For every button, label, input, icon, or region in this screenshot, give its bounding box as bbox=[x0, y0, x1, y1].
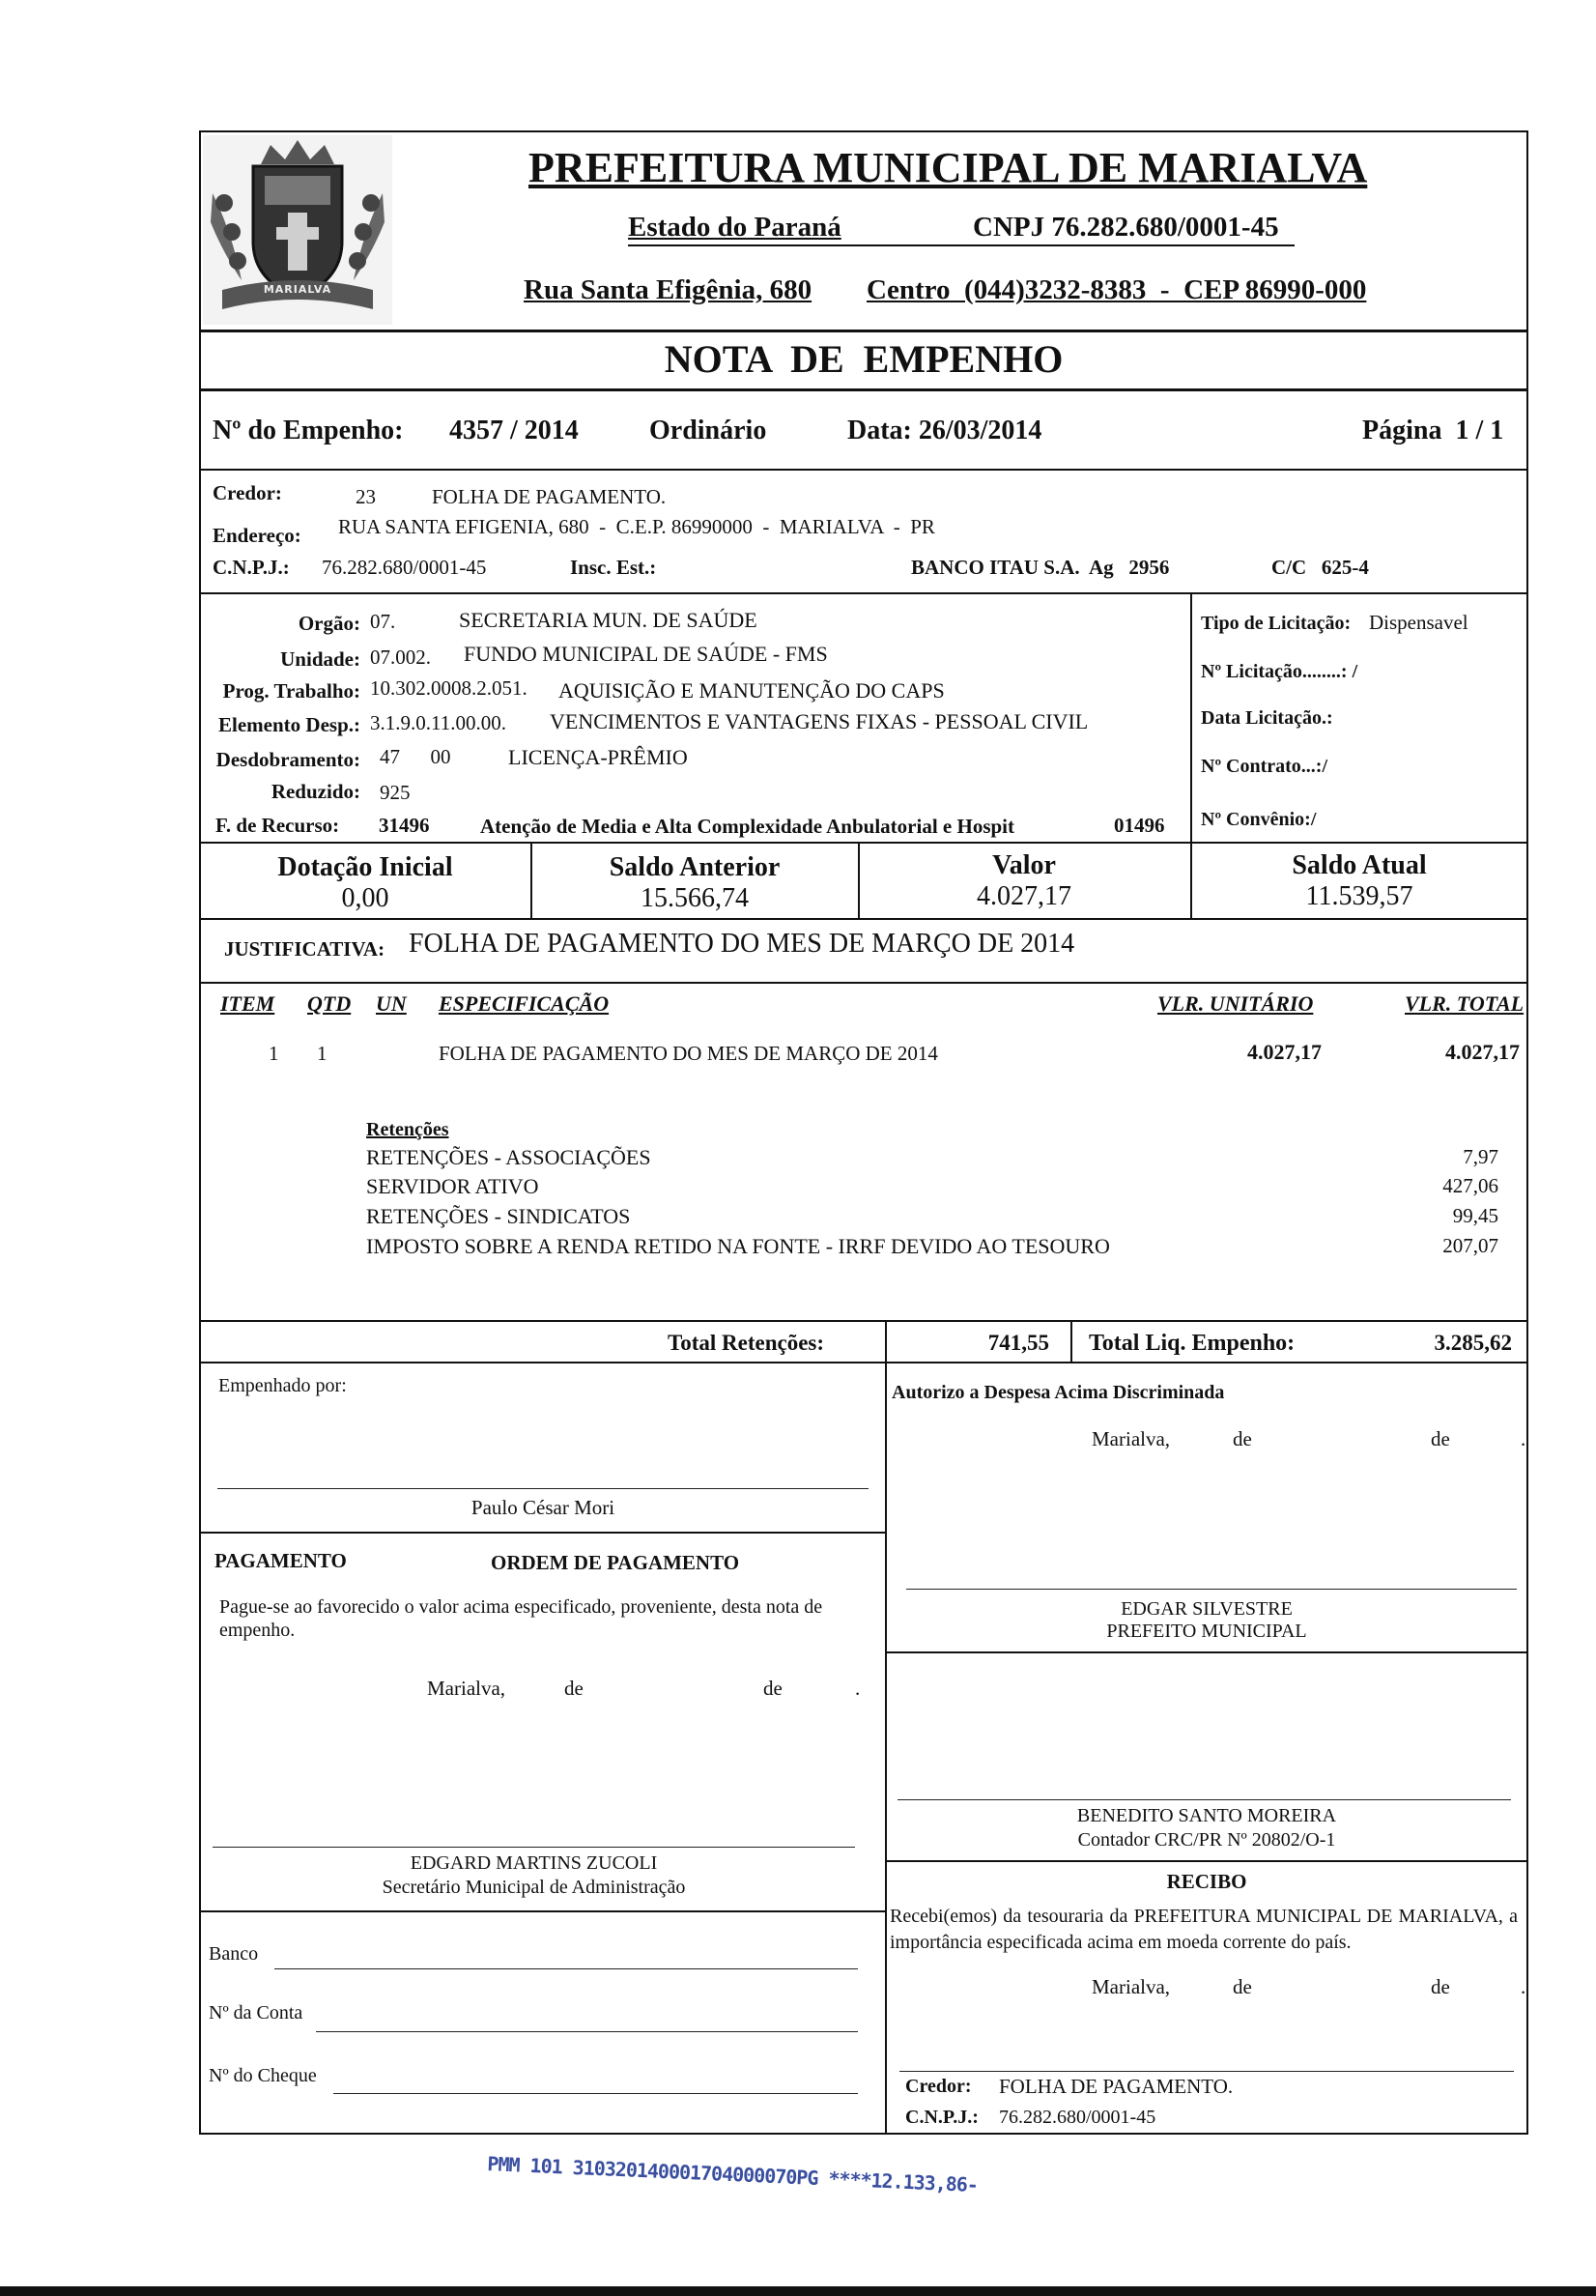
dotacao-label: Dotação Inicial bbox=[277, 852, 453, 882]
col-total-header: VLR. TOTAL bbox=[1405, 991, 1525, 1016]
saldo-atual-label: Saldo Atual bbox=[1292, 850, 1427, 880]
prog-label: Prog. Trabalho: bbox=[222, 679, 360, 703]
total-liquido-value: 3.285,62 bbox=[1434, 1331, 1512, 1355]
col-item-header: ITEM bbox=[220, 991, 275, 1016]
retencao-value: 99,45 bbox=[1452, 1204, 1498, 1227]
col-un-header: UN bbox=[376, 991, 407, 1016]
empenhado-name: Paulo César Mori bbox=[470, 1496, 615, 1519]
cnpj-label: C.N.P.J.: bbox=[213, 556, 290, 579]
licitacao-tipo-label: Tipo de Licitação: bbox=[1201, 613, 1352, 634]
item-number: 1 bbox=[269, 1042, 279, 1065]
scan-edge bbox=[0, 2286, 1596, 2296]
recurso-label: F. de Recurso: bbox=[215, 814, 340, 837]
seal-ribbon-label: MARIALVA bbox=[263, 283, 332, 296]
pagamento-label: PAGAMENTO bbox=[214, 1549, 347, 1572]
credor-bank: BANCO ITAU S.A. Ag 2956 bbox=[911, 556, 1170, 579]
pagamento-dot: . bbox=[855, 1677, 861, 1700]
saldo-anterior-label: Saldo Anterior bbox=[609, 852, 781, 882]
retencao-desc: RETENÇÕES - ASSOCIAÇÕES bbox=[366, 1145, 651, 1169]
conta-label: Nº da Conta bbox=[209, 2002, 303, 2023]
pagamento-de2: de bbox=[763, 1677, 783, 1700]
pagamento-signer-name: EDGARD MARTINS ZUCOLI bbox=[410, 1852, 658, 1874]
reduzido-code: 925 bbox=[380, 781, 411, 804]
recibo-credor-label: Credor: bbox=[905, 2076, 972, 2097]
recibo-dot: . bbox=[1521, 1975, 1526, 1998]
recibo-de1: de bbox=[1233, 1975, 1252, 1998]
recibo-de2: de bbox=[1431, 1975, 1450, 1998]
elemento-code: 3.1.9.0.11.00.00. bbox=[370, 711, 506, 734]
recibo-cnpj-label: C.N.P.J.: bbox=[905, 2107, 979, 2128]
cheque-line bbox=[333, 2093, 858, 2094]
reduzido-label: Reduzido: bbox=[271, 780, 360, 803]
retencoes-title: Retenções bbox=[366, 1119, 449, 1140]
contador-title: Contador CRC/PR Nº 20802/O-1 bbox=[1077, 1829, 1336, 1851]
org-cnpj: CNPJ 76.282.680/0001-45 bbox=[973, 212, 1279, 243]
prog-name: AQUISIÇÃO E MANUTENÇÃO DO CAPS bbox=[558, 678, 945, 703]
autorizo-de2: de bbox=[1431, 1427, 1450, 1450]
item-unit-value: 4.027,17 bbox=[1247, 1040, 1322, 1064]
credor-name: FOLHA DE PAGAMENTO. bbox=[432, 485, 667, 508]
autorizo-place: Marialva, bbox=[1092, 1427, 1171, 1450]
elemento-label: Elemento Desp.: bbox=[218, 713, 360, 736]
payment-stamp: PMM 101 310320140001704000070PG ****12.133,86- bbox=[486, 2152, 979, 2197]
state-name: Estado do Paraná bbox=[628, 212, 841, 243]
retencao-value: 7,97 bbox=[1463, 1145, 1498, 1168]
valor-label: Valor bbox=[992, 850, 1056, 880]
retencao-value: 207,07 bbox=[1442, 1234, 1498, 1257]
saldo-atual-value: 11.539,57 bbox=[1305, 881, 1413, 911]
unidade-label: Unidade: bbox=[280, 647, 360, 671]
retencao-desc: RETENÇÕES - SINDICATOS bbox=[366, 1204, 631, 1228]
conta-line bbox=[316, 2031, 858, 2032]
prog-code: 10.302.0008.2.051. bbox=[370, 676, 527, 700]
autorizo-label: Autorizo a Despesa Acima Discriminada bbox=[892, 1382, 1225, 1403]
ordem-pagamento-title: ORDEM DE PAGAMENTO bbox=[491, 1551, 740, 1574]
col-spec-header: ESPECIFICAÇÃO bbox=[439, 991, 610, 1016]
licitacao-data: Data Licitação.: bbox=[1201, 707, 1333, 729]
contador-name: BENEDITO SANTO MOREIRA bbox=[1076, 1805, 1337, 1826]
contrato-numero: Nº Contrato...:/ bbox=[1201, 756, 1328, 777]
elemento-name: VENCIMENTOS E VANTAGENS FIXAS - PESSOAL CIVIL bbox=[550, 709, 1089, 733]
prefeito-title: PREFEITO MUNICIPAL bbox=[1106, 1621, 1307, 1642]
saldo-anterior-value: 15.566,74 bbox=[641, 883, 749, 913]
credor-label: Credor: bbox=[213, 481, 282, 504]
org-street: Rua Santa Efigênia, 680 bbox=[524, 274, 812, 305]
prefeito-name: EDGAR SILVESTRE bbox=[1121, 1598, 1293, 1620]
orgao-code: 07. bbox=[370, 610, 396, 633]
desdobramento-label: Desdobramento: bbox=[215, 748, 360, 771]
retencao-desc: SERVIDOR ATIVO bbox=[366, 1174, 539, 1198]
page-number: Página 1 / 1 bbox=[1362, 416, 1504, 445]
recibo-title: RECIBO bbox=[1166, 1870, 1247, 1893]
unidade-name: FUNDO MUNICIPAL DE SAÚDE - FMS bbox=[464, 642, 828, 666]
banco-label: Banco bbox=[209, 1943, 259, 1965]
credor-address: RUA SANTA EFIGENIA, 680 - C.E.P. 86990000 - MARIALVA - PR bbox=[338, 515, 935, 538]
retencao-value: 427,06 bbox=[1442, 1174, 1498, 1197]
justificativa-text: FOLHA DE PAGAMENTO DO MES DE MARÇO DE 2014 bbox=[409, 929, 1075, 959]
insc-label: Insc. Est.: bbox=[570, 556, 657, 579]
justificativa-label: JUSTIFICATIVA: bbox=[224, 937, 385, 961]
dotacao-value: 0,00 bbox=[341, 883, 389, 913]
banco-line bbox=[274, 1968, 858, 1969]
coat-of-arms-icon bbox=[203, 135, 392, 325]
pagamento-signer-title: Secretário Municipal de Administração bbox=[382, 1877, 686, 1898]
recurso-source-code: 01496 bbox=[1114, 814, 1165, 837]
document-title: NOTA DE EMPENHO bbox=[664, 337, 1064, 381]
orgao-name: SECRETARIA MUN. DE SAÚDE bbox=[459, 608, 757, 632]
empenho-number: 4357 / 2014 bbox=[449, 416, 579, 445]
coat-of-arms bbox=[203, 135, 392, 325]
total-retencoes-value: 741,55 bbox=[987, 1331, 1049, 1355]
recibo-credor: FOLHA DE PAGAMENTO. bbox=[999, 2075, 1234, 2098]
org-district-phone-cep: Centro (044)3232-8383 - CEP 86990-000 bbox=[867, 274, 1367, 305]
total-liquido-label: Total Liq. Empenho: bbox=[1089, 1331, 1296, 1356]
item-spec: FOLHA DE PAGAMENTO DO MES DE MARÇO DE 2014 bbox=[439, 1042, 938, 1065]
recurso-name: Atenção de Media e Alta Complexidade Anbulatorial e Hospit bbox=[480, 815, 1014, 838]
credor-code: 23 bbox=[356, 485, 376, 508]
desdobramento-name: LICENÇA-PRÊMIO bbox=[508, 745, 688, 769]
empenho-label: Nº do Empenho: bbox=[213, 416, 404, 445]
item-qty: 1 bbox=[317, 1042, 328, 1065]
col-unit-header: VLR. UNITÁRIO bbox=[1157, 991, 1314, 1016]
autorizo-de1: de bbox=[1233, 1427, 1252, 1450]
org-title: PREFEITURA MUNICIPAL DE MARIALVA bbox=[528, 144, 1368, 191]
convenio-numero: Nº Convênio:/ bbox=[1201, 809, 1317, 830]
valor-value: 4.027,17 bbox=[977, 881, 1071, 911]
credor-cnpj: 76.282.680/0001-45 bbox=[322, 556, 487, 579]
recurso-code: 31496 bbox=[379, 814, 430, 837]
desdobramento-code: 47 00 bbox=[380, 745, 451, 768]
recibo-text: Recebi(emos) da tesouraria da PREFEITURA MUNICIPAL DE MARIALVA, a importância especificada acima em moeda corrente do país. bbox=[890, 1906, 1518, 1953]
licitacao-numero: Nº Licitação........: / bbox=[1201, 661, 1358, 682]
cheque-label: Nº do Cheque bbox=[209, 2065, 317, 2086]
total-retencoes-label: Total Retenções: bbox=[668, 1331, 825, 1355]
empenhado-label: Empenhado por: bbox=[218, 1375, 347, 1396]
recibo-cnpj: 76.282.680/0001-45 bbox=[999, 2107, 1156, 2128]
recibo-place: Marialva, bbox=[1092, 1975, 1171, 1998]
orgao-label: Orgão: bbox=[298, 612, 360, 635]
empenho-date: Data: 26/03/2014 bbox=[847, 416, 1042, 445]
pagamento-de1: de bbox=[564, 1677, 584, 1700]
address-label: Endereço: bbox=[213, 524, 301, 547]
empenho-type: Ordinário bbox=[649, 416, 767, 445]
credor-cc: C/C 625-4 bbox=[1271, 556, 1369, 579]
item-total-value: 4.027,17 bbox=[1445, 1040, 1520, 1064]
autorizo-dot: . bbox=[1521, 1427, 1526, 1450]
pagamento-text: Pague-se ao favorecido o valor acima especificado, proveniente, desta nota de empenho. bbox=[219, 1596, 823, 1641]
licitacao-tipo: Dispensavel bbox=[1369, 611, 1468, 634]
retencao-desc: IMPOSTO SOBRE A RENDA RETIDO NA FONTE - IRRF DEVIDO AO TESOURO bbox=[366, 1234, 1110, 1258]
col-qtd-header: QTD bbox=[307, 991, 352, 1016]
unidade-code: 07.002. bbox=[370, 646, 431, 669]
pagamento-place: Marialva, bbox=[427, 1677, 506, 1700]
